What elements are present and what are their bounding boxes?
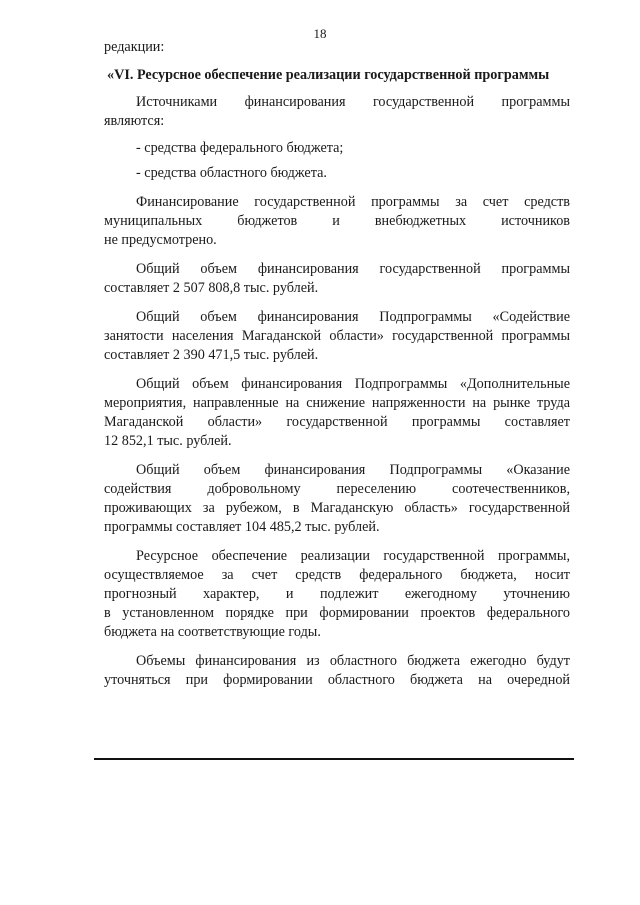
federal-resources-paragraph — [104, 547, 570, 642]
paragraph-line: Магаданской области» государственной программы составляет — [104, 414, 570, 430]
document-body — [104, 38, 570, 690]
paragraph-line: мероприятия, направленные на снижение напряженности на рынке труда — [104, 395, 570, 411]
paragraph-line: содействия добровольному переселению соотечественников, — [104, 481, 570, 497]
paragraph-line: Общий объем финансирования государственной программы — [136, 261, 570, 277]
paragraph-line: уточняться при формировании областного бюджета на очередной — [104, 672, 570, 688]
paragraph-line: в установленном порядке при формировании проектов федерального — [104, 605, 570, 621]
subprogram-employment-paragraph — [104, 308, 570, 365]
paragraph-line: бюджета на соответствующие годы. — [104, 624, 321, 640]
paragraph-line: Общий объем финансирования Подпрограммы «Содействие — [136, 309, 570, 325]
paragraph-line: Общий объем финансирования Подпрограммы «Оказание — [136, 462, 570, 478]
intro-text: редакции: — [104, 39, 165, 55]
subprogram-additional-measures-paragraph — [104, 375, 570, 451]
regional-budget-paragraph — [104, 652, 570, 690]
municipal-paragraph — [104, 193, 570, 250]
paragraph-line: не предусмотрено. — [104, 232, 217, 248]
paragraph-line: Источниками финансирования государственной программы — [136, 94, 570, 110]
paragraph-line: занятости населения Магаданской области» государственной программы — [104, 328, 570, 344]
paragraph-line: Ресурсное обеспечение реализации государственной программы, — [136, 548, 570, 564]
paragraph-line: являются: — [104, 113, 165, 129]
sources-paragraph — [104, 93, 570, 131]
paragraph-line: Общий объем финансирования Подпрограммы «Дополнительные — [136, 376, 570, 392]
section-heading: «VI. Ресурсное обеспечение реализации государственной программы — [107, 67, 550, 83]
paragraph-line: муниципальных бюджетов и внебюджетных источников — [104, 213, 570, 229]
paragraph-line: проживающих за рубежом, в Магаданскую область» государственной — [104, 500, 570, 516]
footer-divider — [94, 758, 574, 760]
paragraph-line: осуществляемое за счет средств федерального бюджета, носит — [104, 567, 570, 583]
paragraph-line: Объемы финансирования из областного бюджета ежегодно будут — [136, 653, 570, 669]
paragraph-line: 12 852,1 тыс. рублей. — [104, 433, 232, 449]
sources-list — [104, 139, 570, 183]
paragraph-line: программы составляет 104 485,2 тыс. рублей. — [104, 519, 380, 535]
paragraph-line: прогнозный характер, и подлежит ежегодному уточнению — [104, 586, 570, 602]
list-item: - средства федерального бюджета; — [136, 140, 344, 156]
paragraph-line: составляет 2 390 471,5 тыс. рублей. — [104, 347, 319, 363]
list-item: - средства областного бюджета. — [136, 165, 327, 181]
subprogram-resettlement-paragraph — [104, 461, 570, 537]
total-financing-paragraph — [104, 260, 570, 298]
paragraph-line: Финансирование государственной программы за счет средств — [136, 194, 570, 210]
page-number: 18 — [313, 26, 327, 41]
paragraph-line: составляет 2 507 808,8 тыс. рублей. — [104, 280, 319, 296]
